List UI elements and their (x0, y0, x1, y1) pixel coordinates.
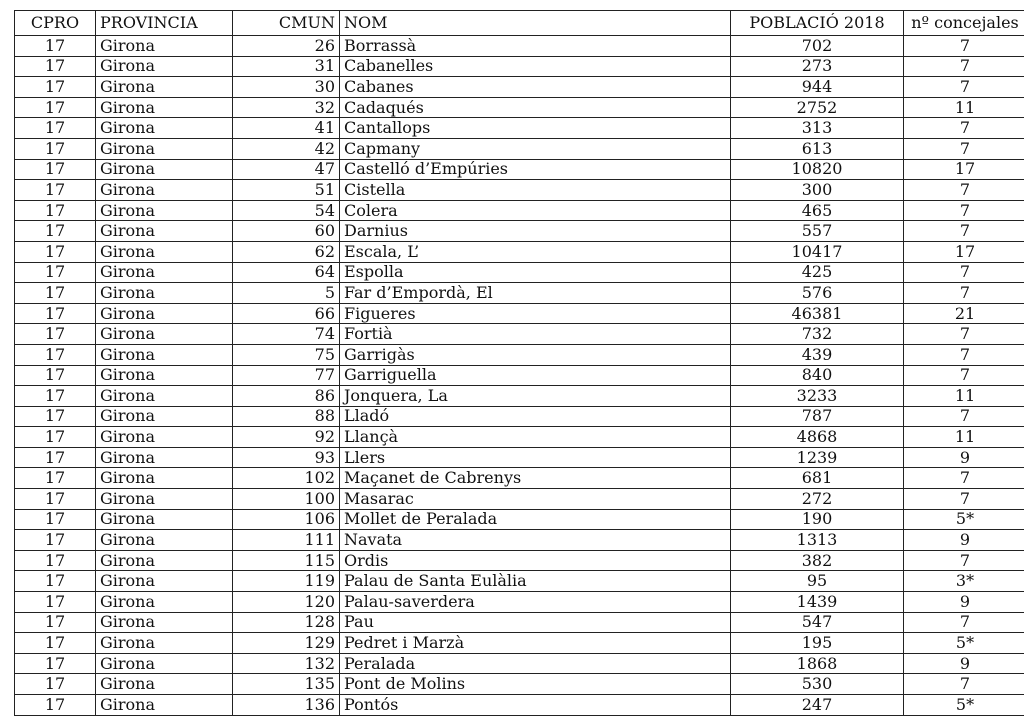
table-row (15, 674, 1024, 695)
cell-nom: Cistella (340, 180, 731, 201)
cell-nom: Ordis (340, 550, 731, 571)
table-row (15, 653, 1024, 674)
cell-provincia: Girona (96, 489, 233, 510)
cell-provincia: Girona (96, 241, 233, 262)
cell-concejales: 7 (904, 344, 1024, 365)
cell-cmun: 77 (233, 365, 340, 386)
cell-cmun: 60 (233, 221, 340, 242)
cell-cmun: 51 (233, 180, 340, 201)
cell-provincia: Girona (96, 571, 233, 592)
cell-nom: Figueres (340, 303, 731, 324)
header-cpro: CPRO (15, 11, 96, 36)
cell-cpro: 17 (15, 509, 96, 530)
cell-provincia: Girona (96, 118, 233, 139)
cell-cmun: 54 (233, 200, 340, 221)
cell-nom: Garriguella (340, 365, 731, 386)
cell-cpro: 17 (15, 36, 96, 57)
cell-nom: Colera (340, 200, 731, 221)
cell-nom: Maçanet de Cabrenys (340, 468, 731, 489)
cell-concejales: 7 (904, 406, 1024, 427)
table-row (15, 344, 1024, 365)
cell-nom: Far d’Empordà, El (340, 283, 731, 304)
cell-provincia: Girona (96, 303, 233, 324)
table-body (15, 36, 1024, 716)
cell-provincia: Girona (96, 674, 233, 695)
cell-concejales: 21 (904, 303, 1024, 324)
table-row (15, 612, 1024, 633)
cell-cmun: 106 (233, 509, 340, 530)
cell-poblacio: 465 (731, 200, 904, 221)
cell-nom: Fortià (340, 324, 731, 345)
table-row (15, 592, 1024, 613)
cell-concejales: 7 (904, 550, 1024, 571)
table-row (15, 303, 1024, 324)
cell-poblacio: 46381 (731, 303, 904, 324)
cell-nom: Palau de Santa Eulàlia (340, 571, 731, 592)
cell-provincia: Girona (96, 180, 233, 201)
cell-cpro: 17 (15, 77, 96, 98)
cell-concejales: 7 (904, 77, 1024, 98)
cell-cpro: 17 (15, 159, 96, 180)
cell-concejales: 11 (904, 427, 1024, 448)
table-header-row (15, 11, 1024, 36)
cell-poblacio: 1239 (731, 447, 904, 468)
table-row (15, 241, 1024, 262)
table-row (15, 159, 1024, 180)
cell-nom: Capmany (340, 138, 731, 159)
cell-poblacio: 10417 (731, 241, 904, 262)
cell-cmun: 47 (233, 159, 340, 180)
cell-cpro: 17 (15, 447, 96, 468)
cell-nom: Cabanes (340, 77, 731, 98)
cell-provincia: Girona (96, 262, 233, 283)
cell-provincia: Girona (96, 221, 233, 242)
cell-concejales: 5* (904, 633, 1024, 654)
cell-nom: Mollet de Peralada (340, 509, 731, 530)
cell-concejales: 7 (904, 56, 1024, 77)
cell-poblacio: 557 (731, 221, 904, 242)
cell-cpro: 17 (15, 386, 96, 407)
cell-nom: Jonquera, La (340, 386, 731, 407)
cell-nom: Palau-saverdera (340, 592, 731, 613)
cell-poblacio: 300 (731, 180, 904, 201)
cell-provincia: Girona (96, 550, 233, 571)
cell-provincia: Girona (96, 159, 233, 180)
cell-cpro: 17 (15, 592, 96, 613)
table-row (15, 633, 1024, 654)
cell-provincia: Girona (96, 365, 233, 386)
cell-concejales: 9 (904, 447, 1024, 468)
cell-concejales: 7 (904, 138, 1024, 159)
cell-cmun: 86 (233, 386, 340, 407)
cell-nom: Borrassà (340, 36, 731, 57)
municipality-table-container (14, 10, 1019, 716)
cell-provincia: Girona (96, 612, 233, 633)
cell-provincia: Girona (96, 695, 233, 716)
cell-provincia: Girona (96, 56, 233, 77)
cell-cmun: 26 (233, 36, 340, 57)
cell-cmun: 62 (233, 241, 340, 262)
cell-poblacio: 681 (731, 468, 904, 489)
cell-poblacio: 313 (731, 118, 904, 139)
cell-cmun: 75 (233, 344, 340, 365)
cell-cpro: 17 (15, 653, 96, 674)
cell-cpro: 17 (15, 303, 96, 324)
cell-poblacio: 425 (731, 262, 904, 283)
table-row (15, 56, 1024, 77)
cell-concejales: 3* (904, 571, 1024, 592)
cell-nom: Pedret i Marzà (340, 633, 731, 654)
cell-cpro: 17 (15, 221, 96, 242)
cell-cmun: 64 (233, 262, 340, 283)
cell-poblacio: 439 (731, 344, 904, 365)
cell-nom: Masarac (340, 489, 731, 510)
cell-nom: Pontós (340, 695, 731, 716)
cell-poblacio: 944 (731, 77, 904, 98)
cell-provincia: Girona (96, 447, 233, 468)
cell-provincia: Girona (96, 283, 233, 304)
table-row (15, 118, 1024, 139)
header-concejales: nº concejales (904, 11, 1024, 36)
cell-nom: Cadaqués (340, 97, 731, 118)
cell-poblacio: 95 (731, 571, 904, 592)
cell-cmun: 129 (233, 633, 340, 654)
cell-cmun: 41 (233, 118, 340, 139)
cell-cpro: 17 (15, 365, 96, 386)
cell-cpro: 17 (15, 427, 96, 448)
cell-cpro: 17 (15, 138, 96, 159)
cell-cmun: 115 (233, 550, 340, 571)
header-provincia: PROVINCIA (96, 11, 233, 36)
cell-cmun: 111 (233, 530, 340, 551)
cell-cmun: 132 (233, 653, 340, 674)
cell-nom: Escala, L’ (340, 241, 731, 262)
cell-concejales: 7 (904, 262, 1024, 283)
cell-provincia: Girona (96, 324, 233, 345)
table-row (15, 97, 1024, 118)
cell-concejales: 5* (904, 695, 1024, 716)
cell-nom: Pont de Molins (340, 674, 731, 695)
cell-provincia: Girona (96, 633, 233, 654)
cell-provincia: Girona (96, 97, 233, 118)
cell-concejales: 7 (904, 324, 1024, 345)
cell-cpro: 17 (15, 283, 96, 304)
municipality-table (14, 10, 1024, 716)
cell-concejales: 7 (904, 200, 1024, 221)
table-row (15, 283, 1024, 304)
cell-nom: Llançà (340, 427, 731, 448)
cell-poblacio: 3233 (731, 386, 904, 407)
cell-cpro: 17 (15, 200, 96, 221)
cell-poblacio: 1439 (731, 592, 904, 613)
cell-cpro: 17 (15, 324, 96, 345)
cell-nom: Llers (340, 447, 731, 468)
table-row (15, 138, 1024, 159)
cell-poblacio: 787 (731, 406, 904, 427)
cell-nom: Cantallops (340, 118, 731, 139)
cell-concejales: 7 (904, 365, 1024, 386)
cell-poblacio: 1313 (731, 530, 904, 551)
cell-concejales: 5* (904, 509, 1024, 530)
cell-provincia: Girona (96, 138, 233, 159)
cell-cpro: 17 (15, 612, 96, 633)
cell-poblacio: 10820 (731, 159, 904, 180)
cell-provincia: Girona (96, 427, 233, 448)
cell-concejales: 7 (904, 221, 1024, 242)
cell-poblacio: 1868 (731, 653, 904, 674)
cell-concejales: 7 (904, 180, 1024, 201)
cell-cmun: 42 (233, 138, 340, 159)
table-row (15, 427, 1024, 448)
cell-concejales: 17 (904, 159, 1024, 180)
cell-concejales: 9 (904, 592, 1024, 613)
cell-concejales: 7 (904, 36, 1024, 57)
cell-concejales: 7 (904, 468, 1024, 489)
cell-cmun: 32 (233, 97, 340, 118)
table-row (15, 695, 1024, 716)
table-row (15, 406, 1024, 427)
cell-cpro: 17 (15, 550, 96, 571)
table-row (15, 550, 1024, 571)
cell-poblacio: 732 (731, 324, 904, 345)
table-row (15, 324, 1024, 345)
cell-provincia: Girona (96, 77, 233, 98)
cell-concejales: 7 (904, 674, 1024, 695)
table-row (15, 365, 1024, 386)
table-row (15, 571, 1024, 592)
cell-cmun: 119 (233, 571, 340, 592)
cell-nom: Pau (340, 612, 731, 633)
cell-cpro: 17 (15, 633, 96, 654)
cell-poblacio: 840 (731, 365, 904, 386)
cell-cmun: 128 (233, 612, 340, 633)
cell-provincia: Girona (96, 344, 233, 365)
cell-cpro: 17 (15, 97, 96, 118)
table-row (15, 489, 1024, 510)
cell-poblacio: 272 (731, 489, 904, 510)
cell-provincia: Girona (96, 468, 233, 489)
table-row (15, 200, 1024, 221)
cell-nom: Castelló d’Empúries (340, 159, 731, 180)
cell-provincia: Girona (96, 530, 233, 551)
cell-provincia: Girona (96, 386, 233, 407)
table-row (15, 447, 1024, 468)
cell-cmun: 100 (233, 489, 340, 510)
cell-concejales: 17 (904, 241, 1024, 262)
header-cmun: CMUN (233, 11, 340, 36)
table-row (15, 77, 1024, 98)
cell-cmun: 66 (233, 303, 340, 324)
cell-cmun: 93 (233, 447, 340, 468)
cell-cmun: 74 (233, 324, 340, 345)
cell-provincia: Girona (96, 36, 233, 57)
cell-concejales: 7 (904, 118, 1024, 139)
cell-concejales: 7 (904, 489, 1024, 510)
cell-cpro: 17 (15, 180, 96, 201)
cell-nom: Darnius (340, 221, 731, 242)
cell-poblacio: 576 (731, 283, 904, 304)
cell-nom: Espolla (340, 262, 731, 283)
cell-nom: Peralada (340, 653, 731, 674)
table-row (15, 509, 1024, 530)
cell-nom: Lladó (340, 406, 731, 427)
cell-cpro: 17 (15, 56, 96, 77)
table-row (15, 262, 1024, 283)
cell-cpro: 17 (15, 530, 96, 551)
cell-poblacio: 4868 (731, 427, 904, 448)
cell-poblacio: 195 (731, 633, 904, 654)
cell-poblacio: 702 (731, 36, 904, 57)
cell-provincia: Girona (96, 509, 233, 530)
cell-poblacio: 547 (731, 612, 904, 633)
table-row (15, 36, 1024, 57)
cell-poblacio: 382 (731, 550, 904, 571)
cell-cmun: 120 (233, 592, 340, 613)
cell-concejales: 11 (904, 386, 1024, 407)
cell-cmun: 5 (233, 283, 340, 304)
cell-provincia: Girona (96, 653, 233, 674)
table-row (15, 530, 1024, 551)
cell-nom: Garrigàs (340, 344, 731, 365)
cell-poblacio: 530 (731, 674, 904, 695)
cell-cpro: 17 (15, 468, 96, 489)
cell-poblacio: 273 (731, 56, 904, 77)
cell-cpro: 17 (15, 571, 96, 592)
cell-provincia: Girona (96, 200, 233, 221)
cell-poblacio: 247 (731, 695, 904, 716)
cell-nom: Cabanelles (340, 56, 731, 77)
cell-cmun: 136 (233, 695, 340, 716)
table-row (15, 180, 1024, 201)
header-poblacio: POBLACIÓ 2018 (731, 11, 904, 36)
cell-cpro: 17 (15, 695, 96, 716)
cell-cmun: 31 (233, 56, 340, 77)
cell-cpro: 17 (15, 241, 96, 262)
header-nom: NOM (340, 11, 731, 36)
cell-poblacio: 2752 (731, 97, 904, 118)
cell-cpro: 17 (15, 489, 96, 510)
cell-provincia: Girona (96, 406, 233, 427)
cell-concejales: 7 (904, 612, 1024, 633)
cell-provincia: Girona (96, 592, 233, 613)
cell-concejales: 11 (904, 97, 1024, 118)
cell-concejales: 9 (904, 530, 1024, 551)
cell-cmun: 135 (233, 674, 340, 695)
cell-cpro: 17 (15, 674, 96, 695)
table-row (15, 468, 1024, 489)
table-row (15, 386, 1024, 407)
cell-cmun: 30 (233, 77, 340, 98)
cell-cmun: 88 (233, 406, 340, 427)
cell-cpro: 17 (15, 262, 96, 283)
cell-cpro: 17 (15, 344, 96, 365)
cell-cmun: 92 (233, 427, 340, 448)
cell-cmun: 102 (233, 468, 340, 489)
cell-concejales: 9 (904, 653, 1024, 674)
cell-cpro: 17 (15, 406, 96, 427)
cell-poblacio: 613 (731, 138, 904, 159)
table-row (15, 221, 1024, 242)
cell-concejales: 7 (904, 283, 1024, 304)
cell-poblacio: 190 (731, 509, 904, 530)
cell-nom: Navata (340, 530, 731, 551)
cell-cpro: 17 (15, 118, 96, 139)
